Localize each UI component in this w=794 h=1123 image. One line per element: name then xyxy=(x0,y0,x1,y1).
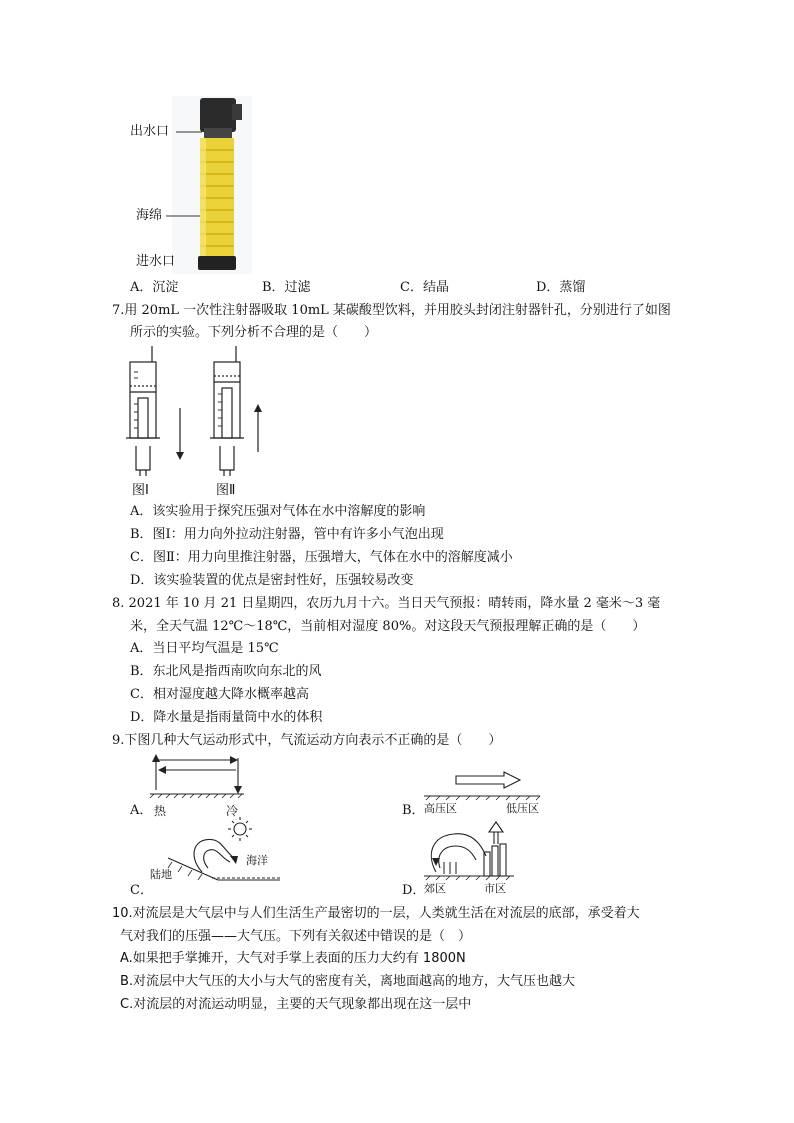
q6-option-b: B．过滤 xyxy=(262,280,311,295)
q10-option-c: C.对流层的对流运动明显，主要的天气现象都出现在这一层中 xyxy=(120,997,472,1012)
q7-stem-line2: 所示的实验。下列分析不合理的是（ ） xyxy=(130,325,378,340)
q8-option-a: A．当日平均气温是 15℃ xyxy=(130,641,279,656)
q8-stem-line2: 米，全天气温 12℃～18℃，当前相对湿度 80%。对这段天气预报理解正确的是（ ） xyxy=(130,619,646,634)
diagram-a xyxy=(150,758,244,794)
q9-c-ocean: 海洋 xyxy=(246,854,268,867)
q9-c-land: 陆地 xyxy=(150,868,172,881)
outlet-label: 出水口 xyxy=(130,124,170,139)
q8-stem-line1: 8. 2021 年 10 月 21 日星期四，农历九月十六。当日天气预报：晴转雨，降水量 2 毫米～3 毫 xyxy=(112,596,661,611)
q9-stem: 9.下图几种大气运动形式中，气流运动方向表示不正确的是（ ） xyxy=(112,733,502,748)
q10-stem-line2: 气对我们的压强——大气压。下列有关叙述中错误的是（ ） xyxy=(120,929,472,944)
q9-b-low: 低压区 xyxy=(506,802,539,815)
diagram-c xyxy=(168,817,280,880)
q9-a-label: A． xyxy=(130,803,153,818)
q9-a-hot: 热 xyxy=(154,804,167,818)
q7-option-d: D．该实验装置的优点是密封性好，压强较易改变 xyxy=(130,573,414,588)
q7-option-b: B．图Ⅰ：用力向外拉动注射器，管中有许多小气泡出现 xyxy=(130,527,444,542)
q6-option-c: C．结晶 xyxy=(400,280,449,295)
diagram-b xyxy=(424,772,540,800)
q8-option-d: D．降水量是指雨量筒中水的体积 xyxy=(130,710,323,725)
q6-option-a: A．沉淀 xyxy=(130,280,179,295)
inlet-label: 进水口 xyxy=(136,254,176,269)
fig2-label: 图Ⅱ xyxy=(216,483,236,498)
q9-d-suburb: 郊区 xyxy=(424,882,446,895)
q7-stem-line1: 7.用 20mL 一次性注射器吸取 10mL 某碳酸型饮料，并用胶头封闭注射器针孔，分别进行了如图 xyxy=(112,303,671,318)
fig1-label: 图Ⅰ xyxy=(132,483,149,498)
q9-a-cold: 冷 xyxy=(226,804,239,818)
q9-c-label: C． xyxy=(130,883,153,898)
q10-option-a: A.如果把手掌摊开，大气对手掌上表面的压力大约有 1800N xyxy=(120,951,466,966)
q8-option-c: C．相对湿度越大降水概率越高 xyxy=(130,687,309,702)
q7-option-a: A．该实验用于探究压强对气体在水中溶解度的影响 xyxy=(130,504,426,519)
sponge-label: 海绵 xyxy=(136,208,163,223)
q9-b-label: B． xyxy=(402,803,425,818)
q9-b-high: 高压区 xyxy=(424,802,457,815)
q10-stem-line1: 10.对流层是大气层中与人们生活生产最密切的一层，人类就生活在对流层的底部，承受着大 xyxy=(112,906,640,921)
q6-option-d: D．蒸馏 xyxy=(536,280,586,295)
q9-d-label: D． xyxy=(402,883,426,898)
q9-d-city: 市区 xyxy=(484,882,506,895)
q10-option-b: B.对流层中大气压的大小与大气的密度有关，离地面越高的地方，大气压也越大 xyxy=(120,974,576,989)
q8-option-b: B．东北风是指西南吹向东北的风 xyxy=(130,664,322,679)
diagram-d xyxy=(424,830,514,876)
q7-option-c: C．图Ⅱ：用力向里推注射器，压强增大，气体在水中的溶解度减小 xyxy=(130,550,513,565)
